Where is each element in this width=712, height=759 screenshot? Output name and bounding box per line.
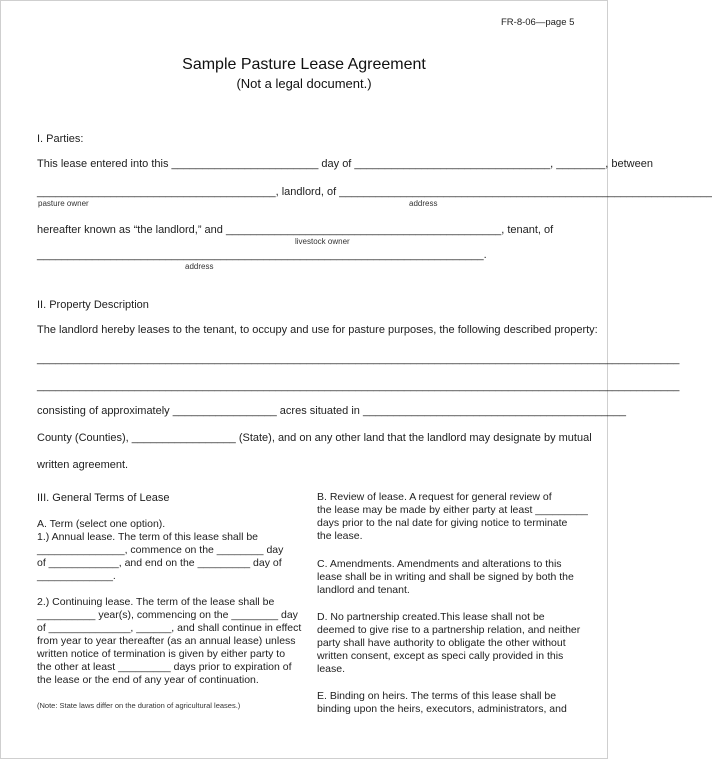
term-line: written notice of termination is given by either party to: [37, 648, 286, 660]
term-line: of ____________, and end on the _________ day of: [37, 557, 282, 569]
document-subtitle: (Not a legal document.): [236, 76, 372, 91]
clause-line: party shall have authority to obligate the other without: [317, 637, 566, 649]
property-blank-2: _________________________________________________________________________________________________________: [37, 380, 680, 392]
label-pasture-owner: pasture owner: [38, 199, 89, 208]
property-county-line: County (Counties), _________________ (State), and on any other land that the landlord may designate by mutual: [37, 432, 592, 444]
term-line: the other at least _________ days prior to expiration of: [37, 661, 292, 673]
clause-line: D. No partnership created.This lease shall not be: [317, 611, 545, 623]
clause-line: lease shall be in writing and shall be signed by both the: [317, 571, 574, 583]
term-line: __________ year(s), commencing on the ________ day: [37, 609, 298, 621]
property-written-line: written agreement.: [37, 459, 129, 471]
term-line: [37, 583, 301, 596]
term-line: A. Term (select one option).: [37, 518, 166, 530]
label-address-2: address: [185, 262, 214, 271]
parties-line-3: hereafter known as “the landlord,” and _____________________________________________, tenant, of: [37, 224, 554, 236]
binding-clause: [317, 690, 567, 716]
term-line: of ______________, ______, and shall continue in effect: [37, 622, 302, 634]
partnership-clause: [317, 611, 580, 676]
section-parties-heading: I. Parties:: [37, 133, 84, 145]
term-line: _____________.: [37, 570, 116, 582]
clause-line: binding upon the heirs, executors, administrators, and: [317, 703, 567, 715]
clause-line: the lease may be made by either party at least _________: [317, 504, 588, 516]
term-line: 1.) Annual lease. The term of this lease shall be: [37, 531, 259, 543]
section-terms-heading: III. General Terms of Lease: [37, 492, 170, 504]
terms-left-column: [37, 518, 301, 687]
term-line: _______________, commence on the ________ day: [37, 544, 284, 556]
term-line: the lease or the end of any year of continuation.: [37, 674, 259, 686]
clause-line: B. Review of lease. A request for general review of: [317, 491, 552, 503]
parties-line-4: _________________________________________________________________________.: [37, 249, 487, 261]
clause-line: E. Binding on heirs. The terms of this lease shall be: [317, 690, 557, 702]
amendments-clause: [317, 558, 574, 597]
property-blank-1: _________________________________________________________________________________________________________: [37, 353, 680, 365]
property-acreage-line: consisting of approximately _________________ acres situated in ___________________________________________: [37, 405, 627, 417]
property-line-1: The landlord hereby leases to the tenant, to occupy and use for pasture purposes, the following described property:: [37, 324, 598, 336]
document-title: Sample Pasture Lease Agreement: [182, 56, 426, 73]
clause-line: deemed to give rise to a partnership relation, and neither: [317, 624, 581, 636]
clause-line: the lease.: [317, 530, 363, 542]
parties-line-1: This lease entered into this ________________________ day of ________________________________, ________, between: [37, 158, 653, 170]
clause-line: days prior to the nal date for giving notice to terminate: [317, 517, 568, 529]
clause-line: C. Amendments. Amendments and alterations to this: [317, 558, 562, 570]
clause-line: lease.: [317, 663, 346, 675]
parties-line-2: _______________________________________, landlord, of _____________________________________________________________: [37, 186, 712, 198]
review-clause: [317, 491, 588, 543]
clause-line: landlord and tenant.: [317, 584, 410, 596]
duration-note: (Note: State laws differ on the duration of agricultural leases.): [37, 701, 241, 710]
term-line: 2.) Continuing lease. The term of the lease shall be: [37, 596, 275, 608]
label-address-1: address: [409, 199, 438, 208]
term-line: from year to year thereafter (as an annual lease) unless: [37, 635, 296, 647]
page-reference: FR-8-06—page 5: [501, 17, 575, 28]
clause-line: written consent, except as speci cally provided in this: [317, 650, 564, 662]
label-livestock-owner: livestock owner: [295, 237, 350, 246]
section-property-heading: II. Property Description: [37, 299, 149, 311]
